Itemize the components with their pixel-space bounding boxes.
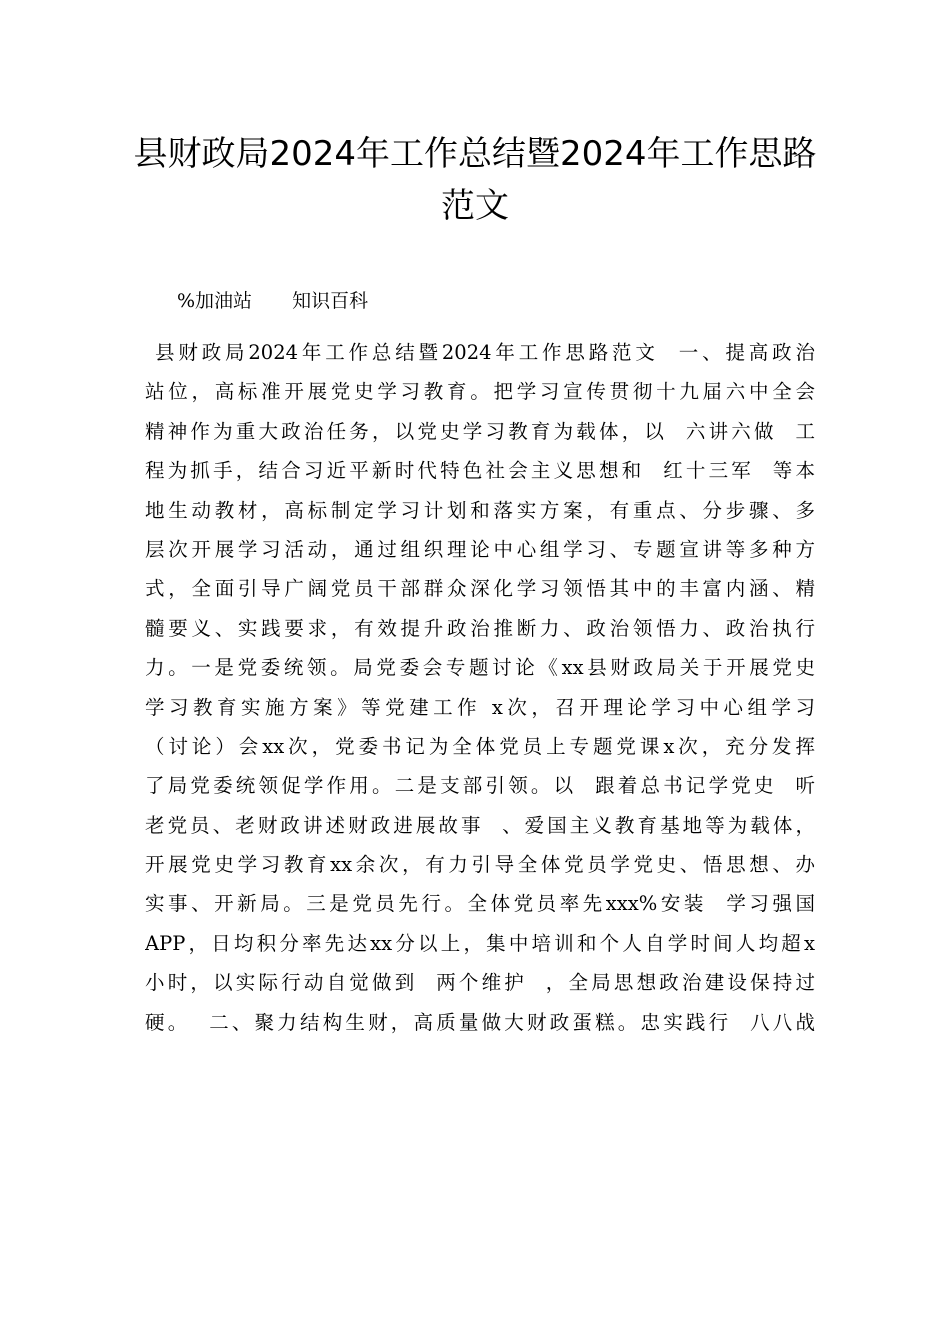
body-line: 地生动教材，高标制定学习计划和落实方案，有重点、分步骤、多 [145,498,815,522]
category-label: 知识百科 [292,290,369,312]
body-line: 站位，高标准开展党史学习教育。把学习宣传贯彻十九届六中全会 [145,380,815,404]
body-line: 精神作为重大政治任务，以党史学习教育为载体，以 六讲六做 工 [145,419,815,443]
document-title: 县财政局2024年工作总结暨2024年工作思路范文 [133,134,817,226]
source-label: %加油站 [177,290,253,312]
body-line: 小时，以实际行动自觉做到 两个维护 ，全局思想政治建设保持过 [145,971,815,995]
body-line: 实事、开新局。三是党员先行。全体党员率先xxx%安装 学习强国 [145,892,815,916]
document-body [145,333,815,1042]
body-line: 力。一是党委统领。局党委会专题讨论《xx县财政局关于开展党史 [145,656,815,680]
body-line: 程为抓手，结合习近平新时代特色社会主义思想和 红十三军 等本 [145,459,815,483]
body-line: 式，全面引导广阔党员干部群众深化学习领悟其中的丰富内涵、精 [145,577,815,601]
body-line: 县财政局2024年工作总结暨2024年工作思路范文 一、提高政治 [145,341,815,364]
body-line: （讨论）会xx次，党委书记为全体党员上专题党课x次，充分发挥 [145,734,815,758]
body-line: 开展党史学习教育xx余次，有力引导全体党员学党史、悟思想、办 [145,853,815,877]
body-line: 髓要义、实践要求，有效提升政治推断力、政治领悟力、政治执行 [145,616,815,640]
body-line: 老党员、老财政讲述财政进展故事 、爱国主义教育基地等为载体， [145,813,815,837]
body-line: 了局党委统领促学作用。二是支部引领。以 跟着总书记学党史 听 [145,774,815,798]
document-meta [177,286,368,316]
body-line: APP，日均积分率先达xx分以上，集中培训和个人自学时间人均超x [145,931,815,955]
body-line: 硬。 二、聚力结构生财，高质量做大财政蛋糕。忠实践行 八八战 [145,1010,815,1034]
body-line: 层次开展学习活动，通过组织理论中心组学习、专题宣讲等多种方 [145,537,815,561]
body-line: 学习教育实施方案》等党建工作 x次，召开理论学习中心组学习 [145,695,815,719]
